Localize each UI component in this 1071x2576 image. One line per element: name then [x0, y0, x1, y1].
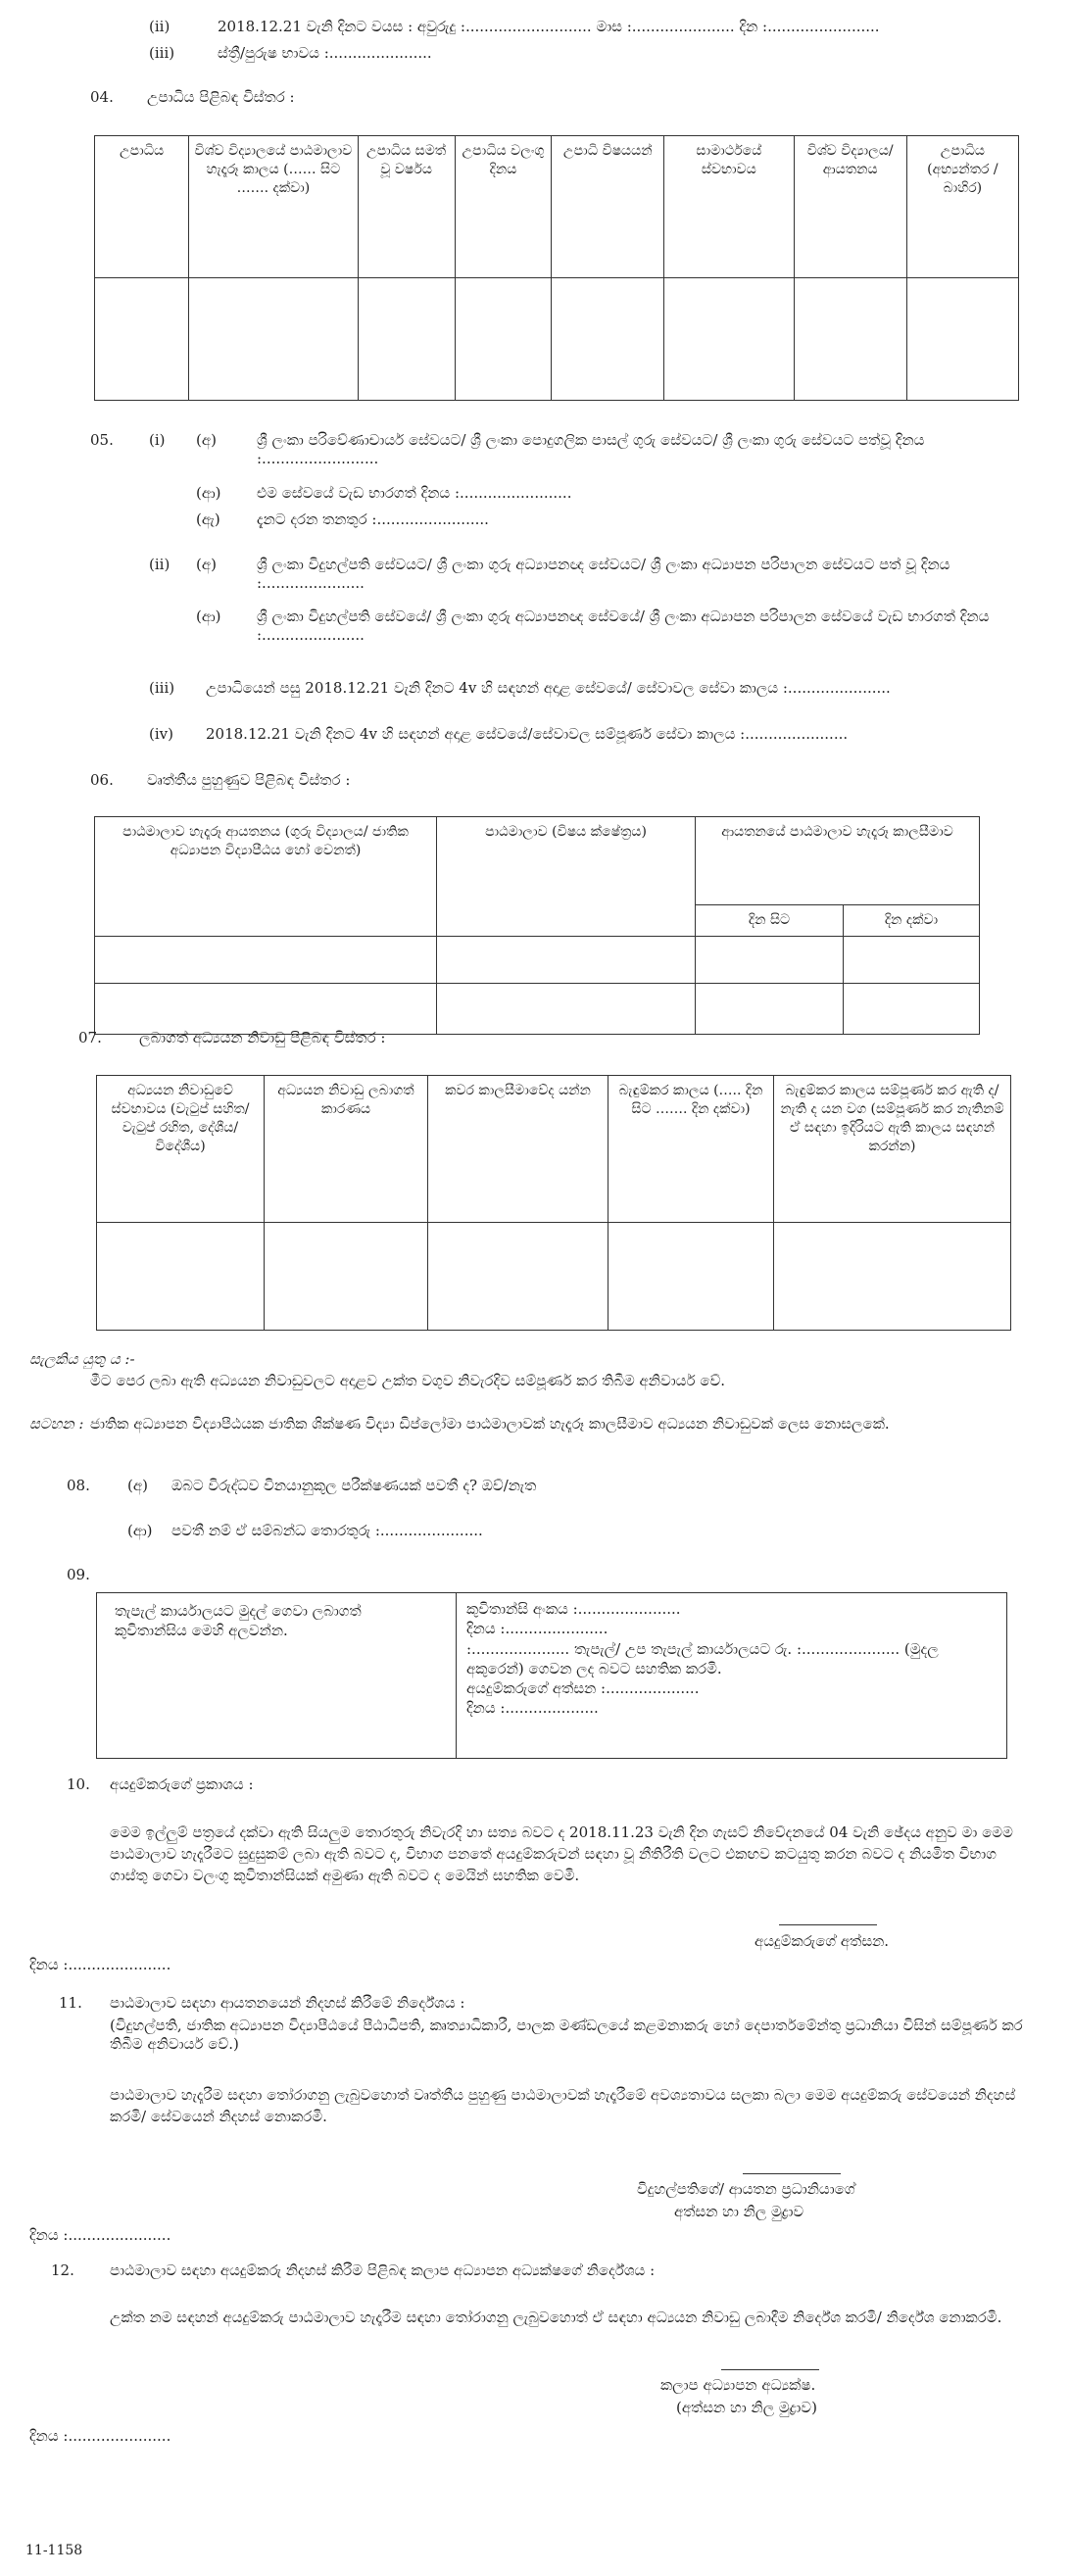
s05-i-num: (i)	[149, 431, 166, 449]
leave-header: කවර කාලසීමාවේද යන්න	[428, 1076, 609, 1223]
training-cell[interactable]	[844, 936, 980, 983]
s04-title: උපාධිය පිළිබඳ විස්තර :	[147, 88, 295, 106]
s05-ii-aa-text: ශ්‍රී ලංකා විදුහල්පති සේවයේ/ ශ්‍රී ලංකා ගුරු අධ්‍යාපනඥ සේවයේ/ ශ්‍රී ලංකා අධ්‍යාපන පරිපාලන සේවයේ වැඩ භාරගත් දිනය :......................	[257, 608, 990, 644]
s08-a-text: ඔබට විරුද්ධව විනයානුකූල පරීක්ෂණයක් පවතී ද? ඔව්/නැත	[171, 1477, 537, 1494]
s11-title: පාඨමාලාව සඳහා ආයතනයෙන් නිදහස් කිරීමේ නිර්දේශය :	[110, 1994, 465, 2012]
s10-signature-label: අයදුම්කරුගේ අත්සන.	[755, 1932, 890, 1950]
s07-num: 07.	[78, 1029, 102, 1046]
s03-iii-text: ස්ත්‍රී/පුරුෂ භාවය :......................	[218, 44, 432, 62]
s04-num: 04.	[90, 88, 114, 106]
degree-header: සාමාර්ථයේ ස්වභාවය	[664, 136, 794, 278]
s11-sub: (විදුහල්පති, ජාතික අධ්‍යාපන විද්‍යාපීඨයේ පීඨාධිපති, කෘත්‍යාධිකාරී, පාලක මණ්ඩලයේ කළමනාකරු හෝ දෙපාර්තමේන්තු ප්‍රධානියා විසින් සම්පූර්ණ කර තිබීම අනිවාර්ය වේ.)	[110, 2017, 1023, 2053]
receipt-sign-date: දිනය :....................	[466, 1699, 599, 1718]
s05-iv-num: (iv)	[149, 725, 173, 743]
receipt-date: දිනය :......................	[466, 1620, 609, 1638]
receipt-payment-cert: :..................... තැපැල්/ උප තැපැල් කාර්යාලයට රු. :..................... (මුදල අකුරෙන්) ගෙවන ලද බවට සහතික කරමි.	[466, 1639, 939, 1677]
s05-i-aa-marker: (ආ)	[196, 484, 221, 502]
leave-cell[interactable]	[265, 1223, 428, 1331]
leave-cell[interactable]	[428, 1223, 609, 1331]
s05-i-a-marker: (අ)	[196, 431, 217, 449]
s05-ii-a-marker: (අ)	[196, 556, 217, 573]
s08-aa-text: පවතී නම් ඒ සම්බන්ධ තොරතුරු :......................	[171, 1522, 483, 1539]
s05-num: 05.	[90, 431, 114, 449]
s10-num: 10.	[67, 1775, 90, 1793]
training-header: පාඨමාලාව හැදෑරූ ආයතනය (ගුරු විද්‍යාලය/ ජාතික අධ්‍යාපන විද්‍යාපීඨය හෝ වෙනත්)	[95, 817, 437, 937]
training-cell[interactable]	[696, 983, 844, 1034]
s12-num: 12.	[51, 2261, 74, 2279]
training-cell[interactable]	[696, 936, 844, 983]
s10-text: මෙම ඉල්ලුම් පත්‍රයේ දක්වා ඇති සියලුම තොරතුරු නිවැරදි හා සත්‍ය බවට ද 2018.11.23 වැනි දින ගැසට් නිවේදනයේ 04 වැනි ඡේදය අනුව මා මෙම පාඨමාලාව හැදෑරීමට සුදුසුකම් ලබා ඇති බවට ද, විභාග පනතේ අයදුම්කරුවන් සඳහා වූ නීතිරීති වලට එකඟව කටයුතු කරන බවට ද නියමිත විභාග ගාස්තු ගෙවා වලංගු කුවිතාන්සියක් අමුණා ඇති බවට ද මෙයින් සහතික වෙමි.	[110, 1823, 1013, 1884]
s05-iv-text: 2018.12.21 වැනි දිනට 4v හි සඳහන් අදාළ සේවයේ/සේවාවල සම්පූර්ණ සේවා කාලය :......................	[206, 725, 849, 743]
s11-text: පාඨමාලාව හැදෑරීම සඳහා තෝරාගනු ලැබුවහොත් වෘත්තීය පුහුණු පාඨමාලාවක් හැදෑරීමේ අවශ්‍යතාවය සලකා බලා මෙම අයදුම්කරු සේවයෙන් නිදහස් කරමි/ සේවයෙන් නිදහස් නොකරමි.	[110, 2086, 1016, 2125]
s10-title: අයදුම්කරුගේ ප්‍රකාශය :	[110, 1775, 254, 1793]
page-code: 11-1158	[25, 2543, 83, 2558]
study-leave-table	[96, 1075, 1011, 1331]
s05-i-aa-text: එම සේවයේ වැඩ භාරගත් දිනය :........................	[257, 484, 572, 502]
note2-label: සටහන :	[29, 1415, 84, 1433]
s10-date: දිනය :......................	[29, 1956, 171, 1973]
receipt-no: කුවිතාන්සි අංකය :......................	[466, 1600, 681, 1618]
training-cell[interactable]	[437, 936, 696, 983]
note2-text: ජාතික අධ්‍යාපන විද්‍යාපීඨයක ජාතික ශික්ෂණ විද්‍යා ඩිප්ලෝමා පාඨමාලාවක් හැදෑරූ කාලසීමාව අධ්‍යයන නිවාඩුවක් ලෙස නොසලකේ.	[90, 1415, 890, 1433]
leave-header: බැඳුම්කර කාලය සම්පූර්ණ කර ඇති ද/නැති ද යන වග (සම්පූර්ණ කර නැතිනම් ඒ සඳහා ඉදිරියට ඇති කාලය සඳහන් කරන්න)	[774, 1076, 1011, 1223]
s11-sig1: විදුහල්පතිගේ/ ආයතන ප්‍රධානියාගේ	[637, 2180, 855, 2198]
training-cell[interactable]	[844, 983, 980, 1034]
degree-cell[interactable]	[906, 278, 1018, 401]
leave-header: බැඳුම්කර කාලය (….. දින සිට ……. දින දක්වා)	[609, 1076, 774, 1223]
note-label: සැලකිය යුතු ය :-	[29, 1350, 135, 1368]
receipt-paste-area: තැපැල් කාර්යාලයට මුදල් ගෙවා ලබාගත් කුවිතාන්සිය මෙහි අලවන්න.	[97, 1593, 457, 1759]
s06-title: වෘත්තීය පුහුණුව පිළිබඳ විස්තර :	[147, 771, 351, 789]
s05-ii-a-text: ශ්‍රී ලංකා විදුහල්පති සේවයට/ ශ්‍රී ලංකා ගුරු අධ්‍යාපනඥ සේවයට/ ශ්‍රී ලංකා අධ්‍යාපන පරිපාලන සේවයට පත් වූ දිනය :......................	[257, 556, 950, 592]
degree-header: විශ්ව විද්‍යාලයේ පාඨමාලාව හැදෑරූ කාලය (…… සිට ……. දක්වා)	[189, 136, 359, 278]
training-cell[interactable]	[437, 983, 696, 1034]
s03-ii-num: (ii)	[149, 18, 170, 35]
s11-num: 11.	[59, 1994, 82, 2012]
leave-header: අධ්‍යයන නිවාඩු ලබාගත් කාරණය	[265, 1076, 428, 1223]
s12-signature-line	[721, 2369, 819, 2370]
degree-cell[interactable]	[794, 278, 906, 401]
s05-i-ae-marker: (ඇ)	[196, 510, 220, 528]
degree-header: උපාධිය සමත් වූ වර්ෂය	[358, 136, 455, 278]
training-table	[94, 816, 980, 1035]
leave-cell[interactable]	[774, 1223, 1011, 1331]
s03-iii-num: (iii)	[149, 44, 175, 62]
s10-signature-line	[779, 1924, 877, 1925]
degree-cell[interactable]	[664, 278, 794, 401]
s08-aa-marker: (ආ)	[127, 1522, 153, 1539]
s12-sig1: කලාප අධ්‍යාපන අධ්‍යක්ෂ.	[660, 2376, 816, 2394]
degree-cell[interactable]	[455, 278, 552, 401]
training-header: පාඨමාලාව (විෂය ක්ෂේත්‍රය)	[437, 817, 696, 937]
degree-header: උපාධි විෂයයන්	[552, 136, 664, 278]
degree-table	[94, 135, 1019, 401]
s12-text: උක්ත නම සඳහන් අයදුම්කරු පාඨමාලාව හැදෑරීම සඳහා තෝරාගනු ලැබුවහොත් ඒ සඳහා අධ්‍යයන නිවාඩු ලබාදීම නිර්දේශ කරමි/ නිර්දේශ නොකරමි.	[110, 2309, 1002, 2326]
degree-cell[interactable]	[189, 278, 359, 401]
receipt-signature: අයදුම්කරුගේ අත්සන :....................	[466, 1679, 700, 1697]
training-subheader: දින දක්වා	[844, 905, 980, 937]
leave-cell[interactable]	[97, 1223, 265, 1331]
degree-header: උපාධිය (අභ්‍යන්තර /බාහිර)	[906, 136, 1018, 278]
s05-iii-text: උපාධියෙන් පසු 2018.12.21 වැනි දිනට 4v හි සඳහන් අදාළ සේවයේ/ සේවාවල සේවා කාලය :......................	[206, 679, 891, 697]
note-text: මීට පෙර ලබා ඇති අධ්‍යයන නිවාඩුවලට අදාළව උක්ත වගුව නිවැරදිව සම්පූර්ණ කර තිබීම අනිවාර්ය වේ.	[90, 1372, 726, 1389]
s05-i-a-text: ශ්‍රී ලංකා පරිවේණාචාර්ය සේවයට/ ශ්‍රී ලංකා පොදුගලික පාසල් ගුරු සේවයට/ ශ්‍රී ලංකා ගුරු සේවයට පත්වූ දිනය :.........................	[257, 431, 925, 467]
degree-cell[interactable]	[95, 278, 189, 401]
degree-cell[interactable]	[358, 278, 455, 401]
s03-ii-text: 2018.12.21 වැනි දිනට වයස : අවුරුදු :........................... මාස :...................... දින :........................	[218, 18, 880, 35]
degree-header: උපාධිය	[95, 136, 189, 278]
training-cell[interactable]	[95, 936, 437, 983]
training-subheader: දින සිට	[696, 905, 844, 937]
s09-num: 09.	[67, 1566, 90, 1583]
s11-sig2: අත්සන හා නිල මුද්‍රාව	[674, 2203, 804, 2220]
training-cell[interactable]	[95, 983, 437, 1034]
degree-header: උපාධිය වලංගු දිනය	[455, 136, 552, 278]
s05-i-ae-text: දැනට දරන තනතුර :........................	[257, 510, 489, 528]
s05-iii-num: (iii)	[149, 679, 175, 697]
s07-title: ලබාගත් අධ්‍යයන නිවාඩු පිළිබඳ විස්තර :	[139, 1029, 386, 1046]
leave-cell[interactable]	[609, 1223, 774, 1331]
s08-a-marker: (අ)	[127, 1477, 148, 1494]
s05-ii-num: (ii)	[149, 556, 170, 573]
receipt-box	[96, 1592, 1007, 1759]
s06-num: 06.	[90, 771, 114, 789]
degree-cell[interactable]	[552, 278, 664, 401]
degree-header: විශ්ව විද්‍යාලය/ ආයතනය	[794, 136, 906, 278]
receipt-details	[457, 1593, 1007, 1759]
s11-date: දිනය :......................	[29, 2226, 171, 2244]
s08-num: 08.	[67, 1477, 90, 1494]
leave-header: අධ්‍යයන නිවාඩුවේ ස්වභාවය (වැටුප් සහිත/ වැටුප් රහිත, දේශීය/විදේශීය)	[97, 1076, 265, 1223]
s12-sig2: (අත්සන හා නිල මුද්‍රාව)	[676, 2399, 817, 2416]
s12-title: පාඨමාලාව සඳහා අයදුම්කරු නිදහස් කිරීම පිළිබඳ කලාප අධ්‍යාපන අධ්‍යක්ෂගේ නිර්දේශය :	[110, 2261, 656, 2279]
s05-ii-aa-marker: (ආ)	[196, 608, 221, 625]
s12-date: දිනය :......................	[29, 2427, 171, 2445]
s11-signature-line	[743, 2173, 841, 2174]
training-header: ආයතනයේ පාඨමාලාව හැදෑරූ කාලසීමාව	[696, 817, 980, 905]
